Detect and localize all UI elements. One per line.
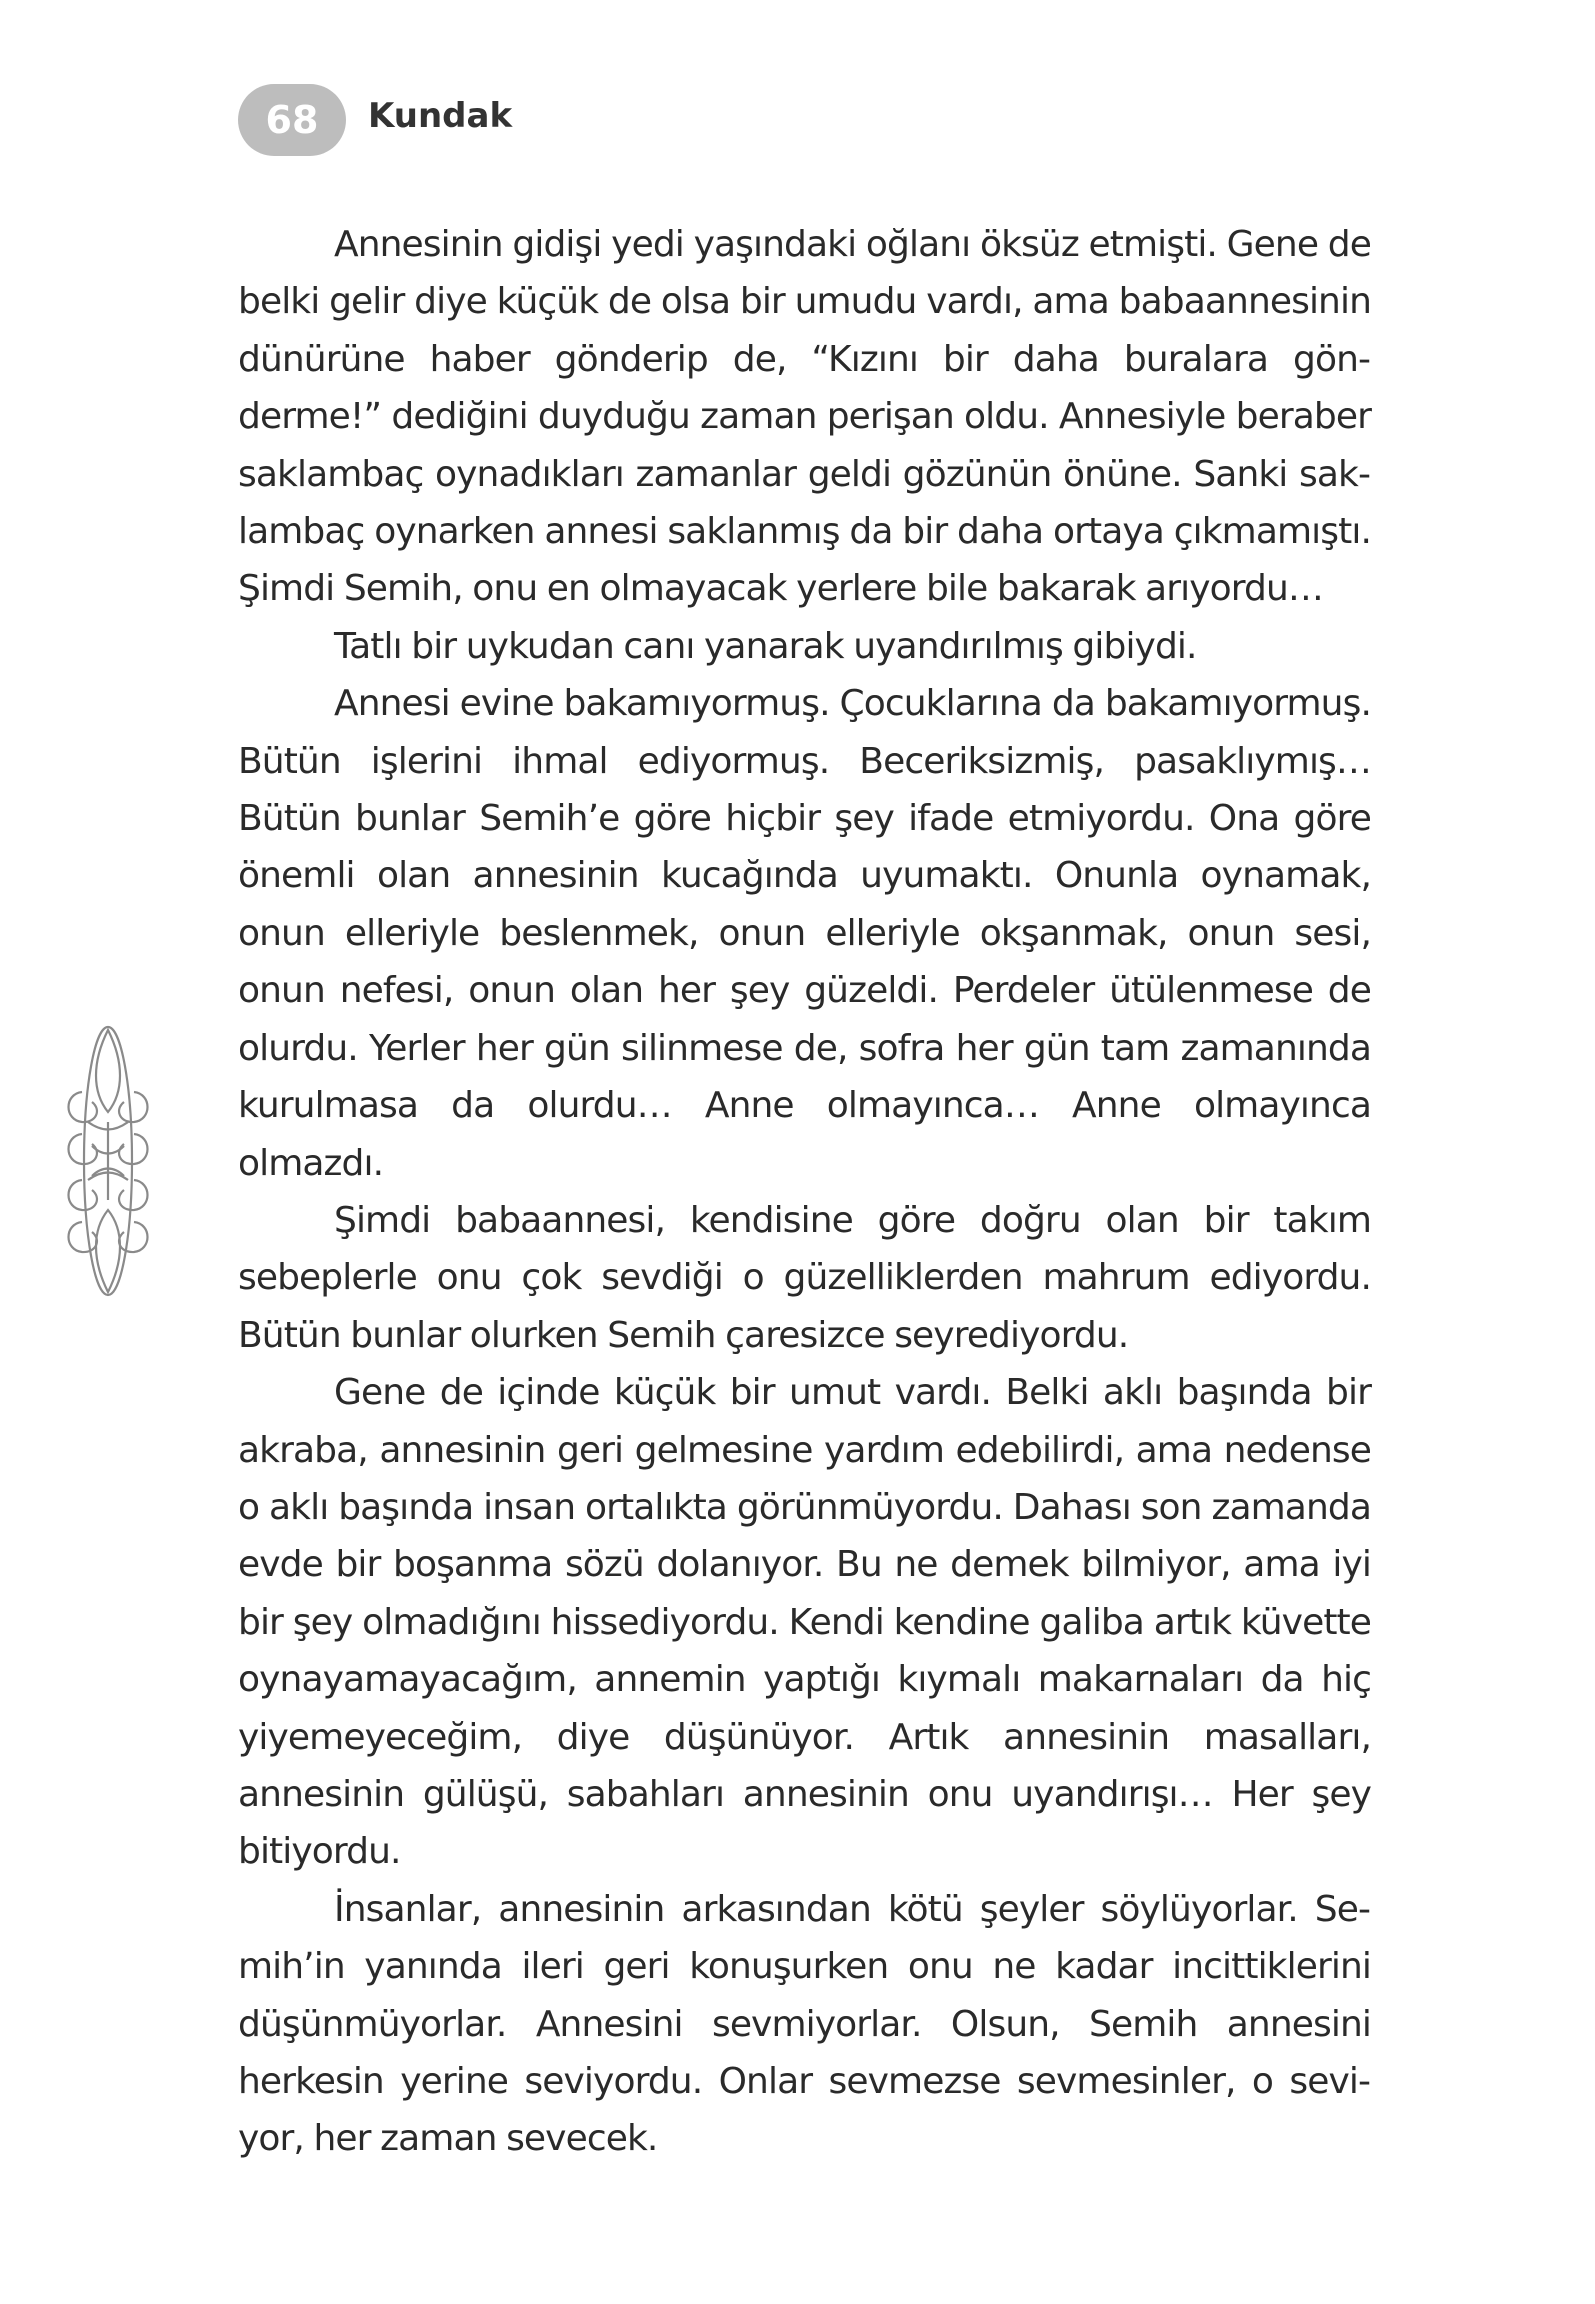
paragraph: Gene de içinde küçük bir umut vardı. Belki aklı başında bir akraba, annesinin geri gelmesine yardım edebilirdi, ama nedense o aklı başında insan ortalıkta görünmüyordu. Dahası son zamanda evde bir boşanma sözü dolanıyor. Bu ne demek bilmiyor, ama iyi bir şey olmadığını hissediyordu. Kendi kendine galiba artık küvette oynayamayacağım, annemin yaptığı kıymalı makarnaları da hiç yiyemeyeceğim, diye düşünüyor. Artık annesinin masalları, annesinin gülüşü, sabahları annesinin onu uyandırışı… Her şey bitiyordu. <box>238 1372 1371 1873</box>
running-title: Kundak <box>368 96 513 136</box>
paragraph: Tatlı bir uykudan canı yanarak uyandırılmış gibiydi. <box>334 625 1197 667</box>
page-number: 68 <box>238 84 346 156</box>
paragraph: Annesi evine bakamıyormuş. Çocuklarına da bakamıyormuş. Bütün işlerini ihmal ediyormuş. Beceriksizmiş, pasaklıymış… Bütün bunlar Semih’e göre hiçbir şey ifade etmiyordu. Ona göre önemli olan annesinin kucağında uyumaktı. Onunla oynamak, onun elleriyle beslenmek, onun elleriyle okşanmak, onun sesi, onun nefesi, onun olan her şey güzeldi. Perdeler ütülenmese de olurdu. Yerler her gün silinmese de, sofra her gün tam zamanında kurulmasa da olurdu… Anne olmayınca… Anne olmayınca olmazdı. <box>238 683 1371 1184</box>
decorative-scroll-ornament-icon <box>62 1022 154 1300</box>
paragraph: Annesinin gidişi yedi yaşındaki oğlanı öksüz etmişti. Gene de belki gelir diye küçük de olsa bir umudu vardı, ama babaannesinin dünürüne haber gönderip de, “Kızını bir daha buralara gönderme!” dediğini duyduğu zaman perişan oldu. Annesiyle beraber saklambaç oynadıkları zamanlar geldi gözünün önüne. Sanki saklambaç oynarken annesi saklanmış da bir daha ortaya çıkmamıştı. Şimdi Semih, onu en olmayacak yerlere bile bakarak arıyordu… <box>238 224 1371 610</box>
body-text <box>238 216 1371 2168</box>
paragraph: İnsanlar, annesinin arkasından kötü şeyler söylüyorlar. Semih’in yanında ileri geri konuşurken onu ne kadar incittiklerini düşünmüyorlar. Annesini sevmiyorlar. Olsun, Semih annesini herkesin yerine seviyordu. Onlar sevmezse sevmesinler, o seviyor, her zaman sevecek. <box>238 1888 1371 2160</box>
paragraph: Şimdi babaannesi, kendisine göre doğru olan bir takım sebeplerle onu çok sevdiği o güzelliklerden mahrum ediyordu. Bütün bunlar olurken Semih çaresizce seyrediyordu. <box>238 1199 1371 1356</box>
